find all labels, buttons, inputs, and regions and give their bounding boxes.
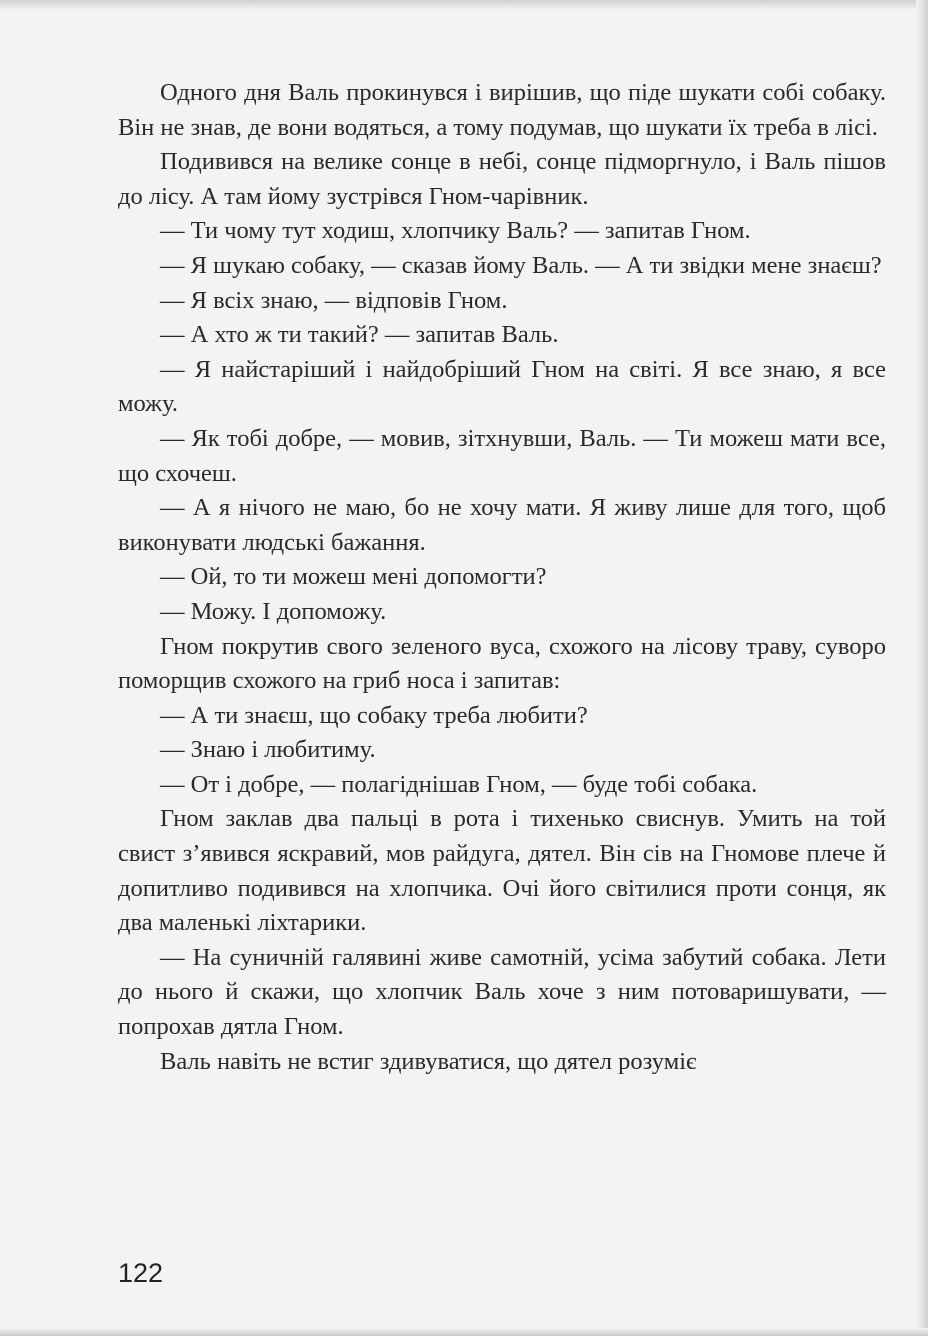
page-right-edge xyxy=(916,0,928,1336)
paragraph: — Ой, то ти можеш мені допомогти? xyxy=(160,563,547,591)
paragraph: — От і добре, — полагіднішав Гном, — буде тобі собака. xyxy=(160,770,758,798)
page-bottom-edge xyxy=(0,1328,928,1336)
paragraph: Гном заклав два пальці в рота і тихенько свиснув. Умить на той свист з’явився яскравий, мов райдуга, дятел. Він сів на Гномове плече й допитливо подивився на хлопчика. Очі його світилися проти сонця, як два маленькі ліхтарики. xyxy=(118,805,886,937)
paragraph: Валь навіть не встиг здивуватися, що дятел розуміє xyxy=(160,1047,697,1075)
page-number: 122 xyxy=(118,1258,164,1288)
paragraph: — А хто ж ти такий? — запитав Валь. xyxy=(160,321,559,349)
paragraph: — А ти знаєш, що собаку треба любити? xyxy=(160,701,588,729)
page-top-edge xyxy=(0,0,928,10)
paragraph: — Ти чому тут ходиш, хлопчику Валь? — запитав Гном. xyxy=(160,217,751,245)
paragraph: — Я шукаю собаку, — сказав йому Валь. — А ти звідки мене знаєш? xyxy=(160,251,882,279)
paragraph: — Знаю і любитиму. xyxy=(160,736,376,764)
story-text xyxy=(118,76,886,1079)
paragraph: Подивився на велике сонце в небі, сонце підморгнуло, і Валь пішов до лісу. А там йому зустрівся Гном-чарівник. xyxy=(118,148,886,210)
paragraph: — Як тобі добре, — мовив, зітхнувши, Валь. — Ти можеш мати все, що схочеш. xyxy=(118,424,886,487)
paragraph: Гном покрутив свого зеленого вуса, схожого на лісову траву, суворо поморщив схожого на гриб носа і запитав: xyxy=(118,632,886,695)
paragraph: — А я нічого не маю, бо не хочу мати. Я живу лише для того, щоб виконувати людські бажання. xyxy=(118,494,886,556)
paragraph: — Я найстаріший і найдобріший Гном на світі. Я все знаю, я все можу. xyxy=(118,355,886,418)
paragraph: — Можу. І допоможу. xyxy=(160,597,387,625)
paragraph: — На суничній галявині живе самотній, усіма забутий собака. Лети до нього й скажи, що хлопчик Валь хоче з ним потоваришувати, — попрохав дятла Гном. xyxy=(118,943,886,1041)
paragraph: Одного дня Валь прокинувся і вирішив, що піде шукати собі собаку. Він не знав, де вони водяться, а тому подумав, що шукати їх треба в лісі. xyxy=(118,79,886,141)
paragraph: — Я всіх знаю, — відповів Гном. xyxy=(160,286,508,314)
